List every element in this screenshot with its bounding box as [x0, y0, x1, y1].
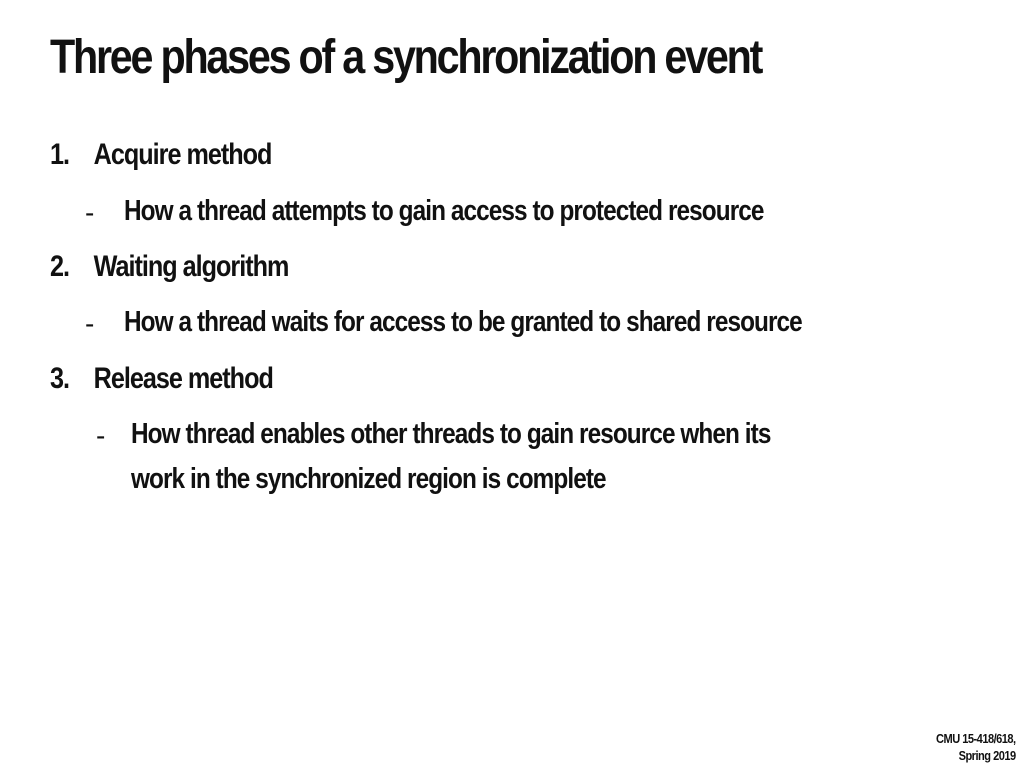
list-heading: Release method [93, 362, 273, 395]
slide-title: Three phases of a synchronization event [50, 31, 762, 84]
bullet-dash: - [85, 308, 95, 339]
list-number: 2. [50, 250, 70, 283]
footer-course-info [936, 730, 1016, 764]
sub-item-waiting-detail: How a thread waits for access to be granted to shared resource [124, 306, 802, 338]
footer-course: CMU 15-418/618, [936, 731, 1016, 746]
sub-item-acquire-detail: How a thread attempts to gain access to protected resource [124, 195, 764, 227]
list-item-release-method [50, 362, 273, 396]
sub-item-release-detail-line2: work in the synchronized region is complete [131, 463, 606, 495]
list-heading: Waiting algorithm [93, 250, 289, 283]
bullet-dash: - [96, 420, 106, 451]
bullet-dash: - [85, 197, 95, 228]
list-number: 3. [50, 362, 70, 395]
list-heading: Acquire method [93, 138, 272, 171]
list-item-acquire-method [50, 138, 271, 172]
list-number: 1. [50, 138, 70, 171]
list-item-waiting-algorithm [50, 250, 288, 284]
sub-item-release-detail-line1: How thread enables other threads to gain resource when its [131, 418, 771, 450]
footer-term: Spring 2019 [958, 748, 1016, 763]
